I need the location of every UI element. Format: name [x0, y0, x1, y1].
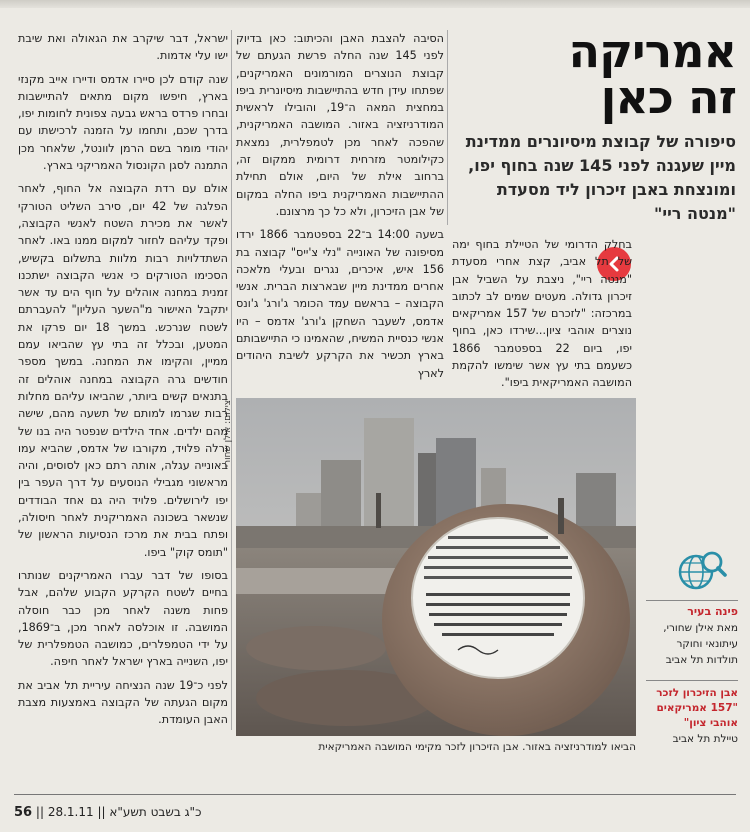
- headline: [496, 24, 736, 124]
- column-divider: [447, 30, 448, 225]
- headline-line-1: אמריקה: [568, 24, 736, 78]
- hebrew-date: כ"ג בשבט תשע"א: [109, 805, 202, 819]
- paragraph: בשעה 14:00 ב־22 בספטמבר 1866 ירדו מסיפונה של האונייה "נלי צ'ייס" קבוצה בת 156 איש, איכרים, נגרים ובעלי מלאכה אחרים ממדינת מיין שבארצות הברית. אנשי הקבוצה – בראשם עמד הכומר ג'ורג' ג'ונס אדמס, לשעבר השחקן ג'ורג' אדמס – היו אנשי כנסיית המשיח, שהאמינו כי התיישבותם בארץ תכשיר את הקרקע לשיבת היהודים לארץ: [236, 228, 444, 380]
- top-edge: [0, 0, 750, 8]
- memorial-stone-photo: [236, 398, 636, 736]
- headline-line-2: זה כאן: [600, 70, 736, 124]
- gregorian-date: 28.1.11: [47, 805, 94, 819]
- photo-caption: הביאו למודרניזציה באזור. אבן הזיכרון לזכר מקימי המושבה האמריקאית: [318, 741, 636, 753]
- lead-paragraph: [452, 236, 632, 396]
- article-column-left: [18, 30, 228, 730]
- globe-search-icon: [676, 548, 728, 594]
- paragraph: ישראל, דבר שיקרב את הגאולה ואת שיבת ישו עלי אדמות.: [18, 32, 228, 63]
- sidebar-venue: טיילת תל אביב: [672, 733, 738, 745]
- subheadline: סיפורה של קבוצת מיסיונרים ממדינת מיין שעגנה לפני 145 שנה בחוף יפו, ומונצחת באבן זיכרון ליד מסעדת "מנטה ריי": [465, 132, 736, 223]
- paragraph: לפני כ־19 שנה הנציחה עיריית תל אביב את מקום הגעתה של הקבוצה באמצעות מצבת האבן העומדת.: [18, 678, 228, 727]
- paragraph: אולם עם רדת הקבוצה אל החוף, לאחר הפלגה של 42 יום, סירב השליט הטורקי לאשר את מכירת השטח לאנשי הקבוצה, ופקד עליהם לחזור למקום ממנו באו. לאחר השתדלויות רבות מלוות בתשלום בקשיש, הסכימו הטורקים כי אנשי הקבוצה ישתכנו זמנית במחנה אוהלים על חוף הים עד אשר יתקבל האישור מ"השער העליון" להעברתם לשטח שנרכש. במשך 18 יום פרקו את המטען, ובכלל זה בתי עץ שהביאו עמם ממיין, והקימו את המחנה. במשך מספר חודשים גרה הקבוצה במחנה אוהלים זה בתנאים קשים ביותר, שהביאו עליהם מחלות רבות שגרמו למותם של תשעה מהם, שישה מהם ילדים. אחד הילדים שנפטר היה בנו של ורלה פלויד, מקורבו של אדמס, שהביא עמו באונייה עגלה, אותה רתם כאן לסוסים, והיה מראשוני מגבילי הנוסעים על דרך העפר בין יפו לירושלים. פלויד היה גם אחד הבודדים שנשאר בשכונה האמריקנית לאחר חיסולה, ופתח בבית את מרכז הנסיעות הראשון של "תומס קוק" ביפו.: [18, 182, 228, 559]
- article-column-middle: [236, 30, 444, 392]
- page-number: 56: [14, 805, 33, 820]
- photo-illustration: [236, 398, 636, 736]
- sidebar-rule: [646, 600, 738, 601]
- sidebar-section: פינה בעיר: [687, 605, 738, 618]
- footer-rule: [14, 794, 736, 795]
- photo-credit: צילום: אילן שחורי: [223, 400, 233, 468]
- sidebar-rule: [646, 680, 738, 681]
- lead-text: בחלק הדרומי של הטיילת בחוף ימה של תל אביב, קצת אחרי מסעדת "מנטה ריי", ניצבת על השביל אבן זיכרון גדולה. מעטים שמים לב לכתוב במרכזה: "לזכרם של 157 אמריקאים נוצרים אוהבי ציון...שירדו כאן, בחוף יפו, ביום 22 בספטמבר 1866 כשעמם בתי עץ אשר שימשו להקמת המושבה האמריקאית ביפו".: [452, 238, 632, 390]
- paragraph: שנה קודם לכן סיירו אדמס ודיירו אייב מקנזי בארץ, חיפשו מקום מתאים להתיישבות ובחרו פרדס בראש גבעה צפונית לחומות יפו, בדרך שכם, ותחמו על הזמנה לרכישתו עם יהודי מומר בשם הרמן לוונטל, שלאחר מכן התמנה לסגן הקונסול האמריקני בארץ.: [18, 72, 228, 173]
- sidebar-title: אבן הזיכרון לזכר "157 אמריקאים אוהבי ציון": [656, 687, 738, 729]
- page-footer: [14, 803, 201, 821]
- sidebar-author: מאת אילן שחורי, עיתונאי וחוקר תולדות תל אביב: [663, 622, 738, 666]
- footer-separator: ||: [97, 805, 110, 819]
- paragraph: בסופו של דבר עברו האמריקנים שנותרו בחיים לשטח הקרקע הקבוע שלהם, אבל פחות משנה לאחר מכן כבר חוסלה המושבה. זו אוכלסה לאחר מכן, ב־1869, על ידי הטמפלרים, כמושבה הטמפלרית של יפו, השנייה בארץ ישראל לאחר חיפה.: [18, 568, 228, 669]
- column-divider: [231, 30, 232, 730]
- footer-separator: ||: [35, 805, 48, 819]
- paragraph: הסיבה להצבת האבן והכיתוב: כאן בדיוק לפני 145 שנה החלה פרשת הגעתם של קבוצת הנוצרים המורמונים האמריקנים, שפתחו עידן חדש בהתיישבות מיסיונרית ביפו במחצית המאה ה־19, והובילו לראשית המודרניזציה באזור. המושבה האמריקנית, שהפכה לאחר מכן לטמפלרית, נמצאת כקילומטר מזרחית דרומית ממקום זה, ברחוב אילת של היום, אולם תחילת ההתיישבות האמריקנית ביפו החלה במקום של אבן הזיכרון, ולא כל כך מרצונם.: [236, 32, 444, 218]
